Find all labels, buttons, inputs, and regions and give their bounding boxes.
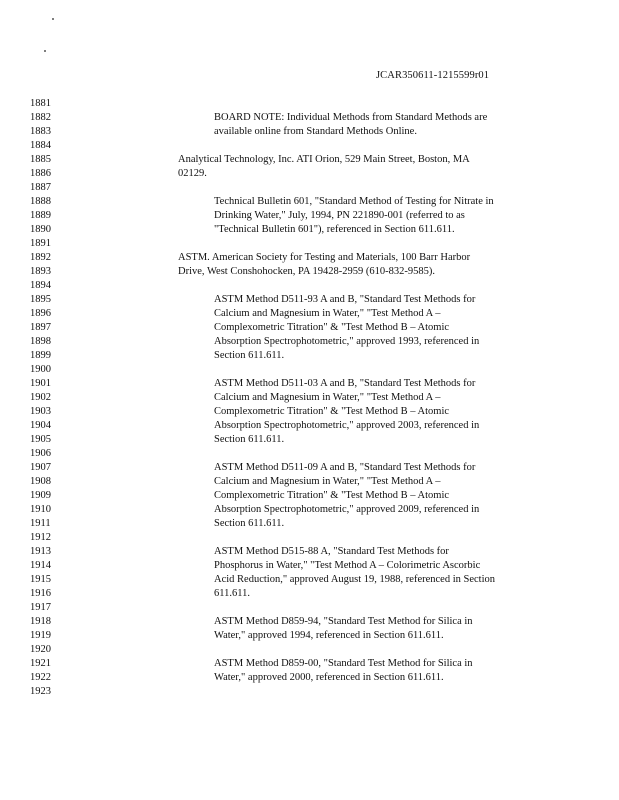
reference-entry-line: Absorption Spectrophotometric," approved 2009, referenced in (214, 504, 480, 515)
line-number: 1906 (30, 448, 51, 459)
line-number: 1916 (30, 588, 51, 599)
reference-entry-line: Water," approved 1994, referenced in Section 611.611. (214, 630, 444, 641)
scan-speck (44, 50, 46, 52)
reference-entry-line: Complexometric Titration" & "Test Method B – Atomic (214, 322, 450, 333)
reference-entry-line: Calcium and Magnesium in Water," "Test Method A – (214, 476, 441, 487)
line-number: 1896 (30, 308, 51, 319)
reference-entry-line: ASTM Method D511-09 A and B, "Standard Test Methods for (214, 462, 476, 473)
scan-speck (52, 18, 54, 20)
reference-entry-line: Calcium and Magnesium in Water," "Test Method A – (214, 392, 441, 403)
reference-entry-line: Technical Bulletin 601, "Standard Method of Testing for Nitrate in (214, 196, 494, 207)
line-number: 1901 (30, 378, 51, 389)
reference-entry-line: Absorption Spectrophotometric," approved 2003, referenced in (214, 420, 480, 431)
line-number: 1884 (30, 140, 51, 151)
line-number: 1909 (30, 490, 51, 501)
line-number: 1908 (30, 476, 51, 487)
reference-entry-line: Drinking Water," July, 1994, PN 221890-001 (referred to as (214, 210, 465, 221)
reference-source-line: Analytical Technology, Inc. ATI Orion, 529 Main Street, Boston, MA (178, 154, 470, 165)
line-number: 1917 (30, 602, 51, 613)
line-number: 1923 (30, 686, 51, 697)
document-id-header: JCAR350611-1215599r01 (376, 70, 490, 81)
reference-entry-line: Phosphorus in Water," "Test Method A – Colorimetric Ascorbic (214, 560, 481, 571)
line-number: 1918 (30, 616, 51, 627)
line-number: 1890 (30, 224, 51, 235)
reference-entry-line: Section 611.611. (214, 434, 285, 445)
line-number: 1895 (30, 294, 51, 305)
line-number: 1922 (30, 672, 51, 683)
reference-entry-line: ASTM Method D511-93 A and B, "Standard Test Methods for (214, 294, 476, 305)
line-number: 1907 (30, 462, 51, 473)
line-number: 1913 (30, 546, 51, 557)
reference-entry-line: 611.611. (214, 588, 250, 599)
line-number: 1883 (30, 126, 51, 137)
line-number: 1904 (30, 420, 51, 431)
line-number: 1915 (30, 574, 51, 585)
line-number: 1881 (30, 98, 51, 109)
line-number: 1911 (30, 518, 51, 529)
reference-entry-line: Water," approved 2000, referenced in Section 611.611. (214, 672, 444, 683)
reference-entry-line: Complexometric Titration" & "Test Method B – Atomic (214, 406, 450, 417)
reference-entry-line: ASTM Method D515-88 A, "Standard Test Methods for (214, 546, 449, 557)
board-note-line: available online from Standard Methods Online. (214, 126, 417, 137)
reference-entry-line: Section 611.611. (214, 350, 285, 361)
line-number: 1920 (30, 644, 51, 655)
line-number: 1888 (30, 196, 51, 207)
reference-source-line: ASTM. American Society for Testing and Materials, 100 Barr Harbor (178, 252, 471, 263)
line-number: 1910 (30, 504, 51, 515)
line-number: 1892 (30, 252, 51, 263)
line-number: 1894 (30, 280, 51, 291)
line-number: 1893 (30, 266, 51, 277)
line-number: 1885 (30, 154, 51, 165)
reference-entry-line: Calcium and Magnesium in Water," "Test Method A – (214, 308, 441, 319)
reference-entry-line: ASTM Method D859-00, "Standard Test Method for Silica in (214, 658, 473, 669)
line-number: 1889 (30, 210, 51, 221)
line-number: 1914 (30, 560, 51, 571)
line-number: 1886 (30, 168, 51, 179)
reference-entry-line: ASTM Method D511-03 A and B, "Standard Test Methods for (214, 378, 476, 389)
reference-entry-line: "Technical Bulletin 601"), referenced in Section 611.611. (214, 224, 455, 235)
line-number: 1921 (30, 658, 51, 669)
board-note-line: BOARD NOTE: Individual Methods from Standard Methods are (214, 112, 488, 123)
reference-entry-line: ASTM Method D859-94, "Standard Test Method for Silica in (214, 616, 473, 627)
line-number: 1891 (30, 238, 51, 249)
line-number: 1887 (30, 182, 51, 193)
line-number: 1902 (30, 392, 51, 403)
reference-entry-line: Absorption Spectrophotometric," approved 1993, referenced in (214, 336, 480, 347)
reference-entry-line: Complexometric Titration" & "Test Method B – Atomic (214, 490, 450, 501)
line-number: 1897 (30, 322, 51, 333)
reference-source-line: 02129. (178, 168, 207, 179)
line-number: 1899 (30, 350, 51, 361)
reference-entry-line: Section 611.611. (214, 518, 285, 529)
line-number: 1903 (30, 406, 51, 417)
reference-source-line: Drive, West Conshohocken, PA 19428-2959 (610-832-9585). (178, 266, 435, 277)
line-number: 1898 (30, 336, 51, 347)
line-number: 1900 (30, 364, 51, 375)
line-number: 1905 (30, 434, 51, 445)
line-number: 1912 (30, 532, 51, 543)
reference-entry-line: Acid Reduction," approved August 19, 1988, referenced in Section (214, 574, 496, 585)
line-number: 1882 (30, 112, 51, 123)
line-number: 1919 (30, 630, 51, 641)
